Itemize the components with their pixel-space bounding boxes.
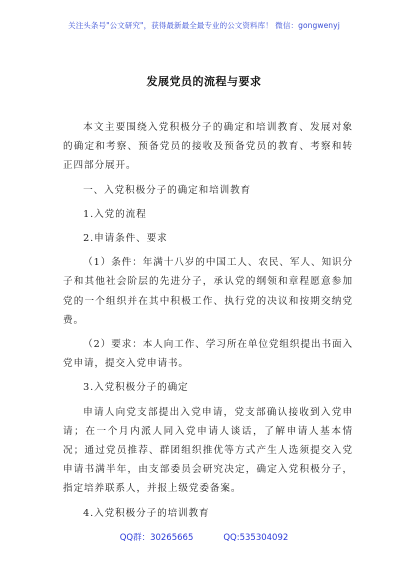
footer-qq-group: QQ群：30265665 xyxy=(119,533,194,543)
document-title: 发展党员的流程与要求 xyxy=(146,75,262,88)
footer-contact xyxy=(0,531,408,543)
requirement-paragraph: （2）要求：本人向工作、学习所在单位党组织提出书面入党申请，提交入党申请书。 xyxy=(63,339,353,370)
activist-paragraph: 申请人向党支部提出入党申请，党支部确认接收到入党申请；在一个月内派人同入党申请人谈话，了解申请人基本情况；通过党员推荐、群团组织推优等方式产生人选须提交入党申请书满半年，由支部委员会研究决定，确定入党积极分子，指定培养联系人，并报上级党委备案。 xyxy=(63,406,353,495)
subsection-heading-4: 4.入党积极分子的培训教育 xyxy=(83,507,210,519)
header-promo-note: 关注头条号"公文研究"，获得最新最全最专业的公文资料库！ 微信：gongwenyj xyxy=(68,21,340,30)
document-body xyxy=(63,118,353,528)
subsection-heading-3: 3.入党积极分子的确定 xyxy=(83,382,189,394)
section-heading-1: 一、入党积极分子的确定和培训教育 xyxy=(83,184,252,196)
footer-qq-number: QQ:535304092 xyxy=(223,533,289,543)
condition-paragraph: （1）条件：年满十八岁的中国工人、农民、军人、知识分子和其他社会阶层的先进分子，承认党的纲领和章程愿意参加党的一个组织并在其中积极工作、执行党的决议和按期交纳党费。 xyxy=(63,257,353,326)
subsection-heading-1: 1.入党的流程 xyxy=(83,208,147,220)
intro-paragraph: 本文主要围绕入党积极分子的确定和培训教育、发展对象的确定和考察、预备党员的接收及预备党员的教育、考察和转正四部分展开。 xyxy=(63,122,353,172)
subsection-heading-2: 2.申请条件、要求 xyxy=(83,233,168,245)
